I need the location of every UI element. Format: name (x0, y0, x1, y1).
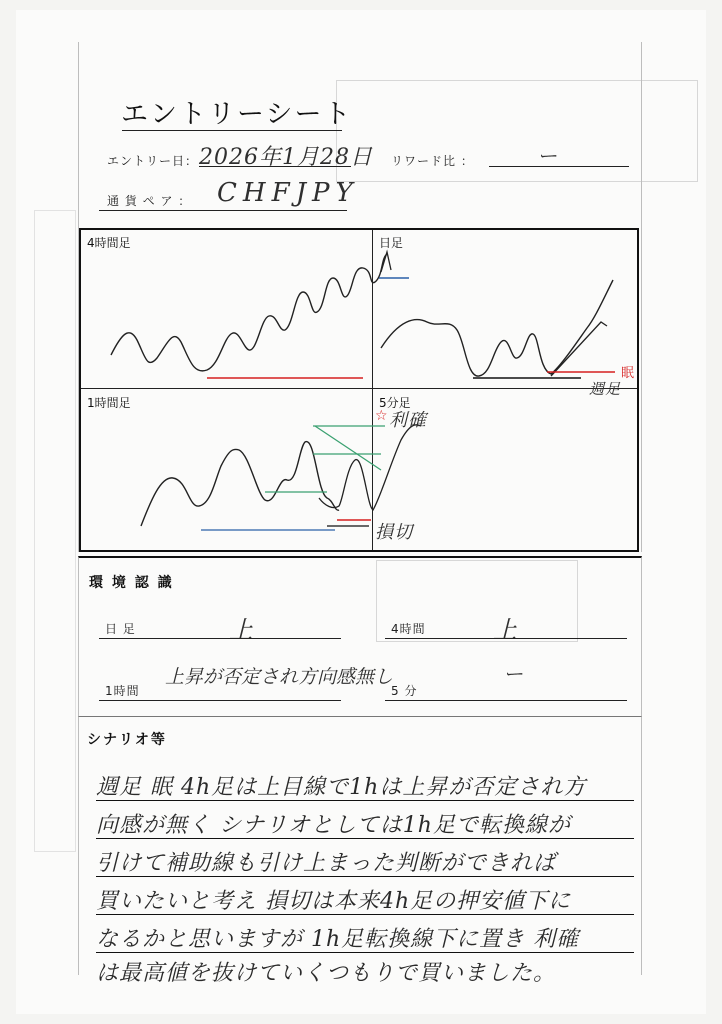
env-m5-rule (385, 700, 627, 701)
entry-date-value: 2026年1月28日 (199, 145, 373, 170)
env-h4-label: 4時間 (391, 622, 426, 636)
env-h4-rule (385, 638, 627, 639)
chart-sketches (81, 230, 637, 550)
scenario-line: 引けて補助線も引け上まった判断ができれば (96, 851, 557, 876)
env-m5-value: ー (503, 662, 524, 686)
m5-diagonal-sketch (315, 426, 381, 470)
env-h4-value: 上 (493, 616, 518, 644)
chart-grid (79, 228, 639, 552)
m5-take-profit-note: 利確 (389, 410, 427, 431)
env-daily-value: 上 (229, 616, 254, 644)
m5-stop-loss-note: 損切 (375, 522, 413, 543)
env-h1-rule (99, 700, 341, 701)
scenario-rule (96, 800, 634, 801)
scenario-line: 買いたいと考え 損切は本来4h足の押安値下に (96, 889, 572, 914)
sheet-title: エントリーシート (121, 99, 353, 130)
scenario-line: は最高値を抜けていくつもりで買いました。 (96, 961, 557, 986)
entry-date-rule (199, 166, 351, 167)
ghost-box-left (34, 210, 76, 852)
scenario-rule (96, 876, 634, 877)
env-m5-label: 5 分 (391, 684, 418, 698)
scenario-rule (96, 914, 634, 915)
currency-pair-label: 通 貨 ペ ア ： (107, 194, 192, 208)
daily-panel-title: 日足 (379, 236, 404, 250)
m5-star-icon: ☆ (375, 408, 388, 424)
title-underline (122, 130, 342, 131)
m5-panel-title: 5分足 (379, 396, 411, 410)
scenario-rule (96, 838, 634, 839)
currency-pair-value: CHFJPY (217, 178, 359, 208)
reward-ratio-label: リワード比 ： (391, 154, 474, 168)
env-h1-value: 上昇が否定され方向感無し (165, 666, 394, 688)
scenario-line: 週足 眠 4h足は上目線で1hは上昇が否定され方 (96, 775, 587, 800)
environment-section (78, 556, 642, 718)
scenario-line: 向感が無く シナリオとしては1h足で転換線が (96, 813, 571, 838)
reward-ratio-rule (489, 166, 629, 167)
h1-panel-title: 1時間足 (87, 396, 131, 410)
scenario-title: シナリオ等 (87, 732, 167, 748)
h4-panel-title: 4時間足 (87, 236, 131, 250)
env-h1-label: 1時間 (105, 684, 140, 698)
scenario-line: なるかと思いますが 1h足転換線下に置き 利確 (96, 927, 580, 952)
currency-pair-rule (99, 210, 347, 211)
env-daily-label: 日 足 (105, 622, 136, 636)
reward-ratio-value: ー (537, 144, 558, 168)
daily-price-sketch (381, 280, 613, 376)
daily-note-secondary: 週足 (589, 380, 622, 398)
scenario-rule (96, 952, 634, 953)
daily-note-primary: 眠 (621, 366, 636, 381)
env-daily-rule (99, 638, 341, 639)
environment-title: 環 境 認 識 (89, 575, 174, 591)
h4-price-sketch (111, 254, 387, 371)
daily-trendline (551, 322, 607, 376)
entry-sheet-top (78, 42, 642, 552)
entry-date-label: エントリー日： (107, 154, 199, 168)
m5-price-sketch (319, 425, 421, 510)
h1-price-sketch (141, 442, 339, 526)
